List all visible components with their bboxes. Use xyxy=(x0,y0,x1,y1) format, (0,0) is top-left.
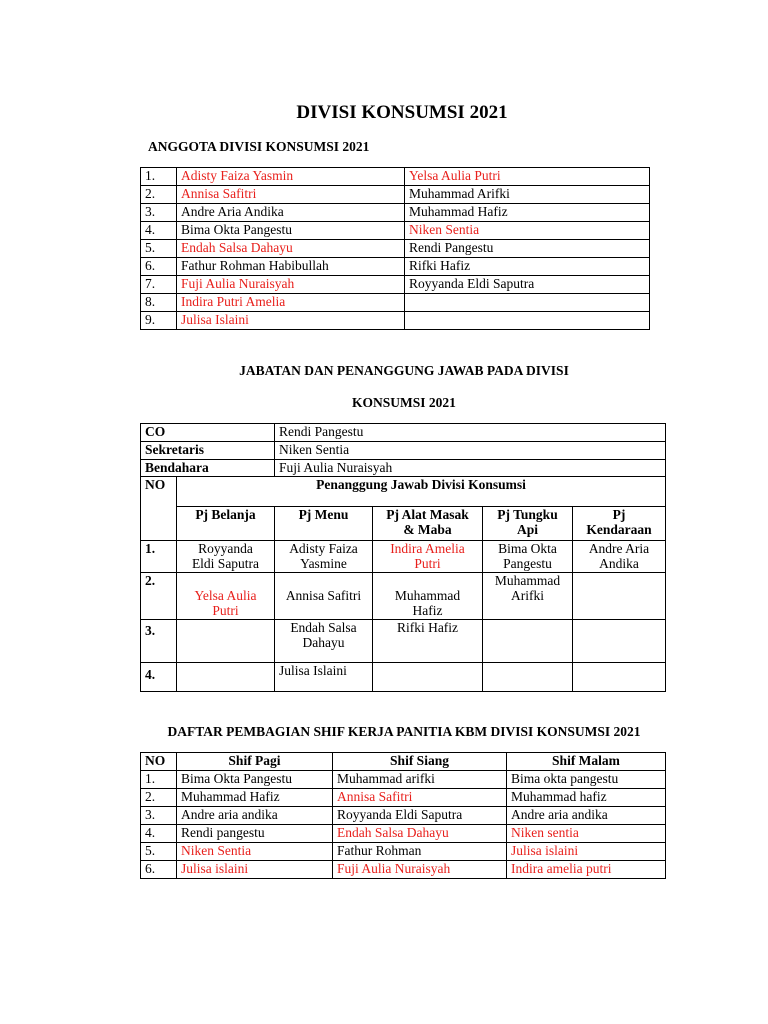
member-name-right: Rifki Hafiz xyxy=(405,258,650,276)
member-name-right xyxy=(405,312,650,330)
shift-malam-cell: Indira amelia putri xyxy=(507,861,666,879)
member-name-left: Indira Putri Amelia xyxy=(177,294,405,312)
table-row xyxy=(141,573,666,620)
member-name-left: Andre Aria Andika xyxy=(177,204,405,222)
co-value: Rendi Pangestu xyxy=(275,424,666,442)
table-row xyxy=(141,240,650,258)
table-row xyxy=(141,807,666,825)
table-row xyxy=(141,825,666,843)
member-name-left: Annisa Safitri xyxy=(177,186,405,204)
member-number: 4. xyxy=(141,222,177,240)
shift-number: 3. xyxy=(141,807,177,825)
col-pj-kendaraan: Pj Kendaraan xyxy=(573,507,666,541)
table-row xyxy=(141,294,650,312)
member-name-right: Muhammad Hafiz xyxy=(405,204,650,222)
shift-siang-cell: Royyanda Eldi Saputra xyxy=(333,807,507,825)
shift-number: 6. xyxy=(141,861,177,879)
cell-alat-masak: Muhammad Hafiz xyxy=(373,573,483,620)
table-row xyxy=(141,222,650,240)
row-number: 1. xyxy=(141,541,177,573)
member-name-right: Royyanda Eldi Saputra xyxy=(405,276,650,294)
table-row xyxy=(141,186,650,204)
positions-table xyxy=(140,423,666,692)
shift-pagi-cell: Rendi pangestu xyxy=(177,825,333,843)
positions-heading-year: KONSUMSI 2021 xyxy=(352,395,456,410)
cell-alat-masak: Indira Amelia Putri xyxy=(373,541,483,573)
member-number: 5. xyxy=(141,240,177,258)
shift-siang-header: Shif Siang xyxy=(333,753,507,771)
positions-heading: JABATAN DAN PENANGGUNG JAWAB PADA DIVISI xyxy=(239,363,569,378)
shift-no-header: NO xyxy=(141,753,177,771)
member-name-left: Julisa Islaini xyxy=(177,312,405,330)
shift-pagi-cell: Muhammad Hafiz xyxy=(177,789,333,807)
shift-malam-cell: Muhammad hafiz xyxy=(507,789,666,807)
shift-number: 5. xyxy=(141,843,177,861)
row-number: 3. xyxy=(141,620,177,663)
cell-belanja: Royyanda Eldi Saputra xyxy=(177,541,275,573)
shift-malam-cell: Niken sentia xyxy=(507,825,666,843)
shift-pagi-cell: Julisa islaini xyxy=(177,861,333,879)
member-name-left: Bima Okta Pangestu xyxy=(177,222,405,240)
members-heading: ANGGOTA DIVISI KONSUMSI 2021 xyxy=(148,139,370,154)
member-number: 2. xyxy=(141,186,177,204)
cell-kendaraan xyxy=(573,620,666,663)
no-header: NO xyxy=(141,477,177,541)
cell-kendaraan xyxy=(573,573,666,620)
cell-alat-masak xyxy=(373,663,483,692)
member-name-left: Adisty Faiza Yasmin xyxy=(177,168,405,186)
member-name-left: Fuji Aulia Nuraisyah xyxy=(177,276,405,294)
member-name-right: Niken Sentia xyxy=(405,222,650,240)
member-name-right xyxy=(405,294,650,312)
member-number: 9. xyxy=(141,312,177,330)
table-row xyxy=(141,771,666,789)
shift-siang-cell: Annisa Safitri xyxy=(333,789,507,807)
shift-pagi-cell: Andre aria andika xyxy=(177,807,333,825)
cell-belanja xyxy=(177,620,275,663)
row-number: 2. xyxy=(141,573,177,620)
table-row xyxy=(141,204,650,222)
treasurer-value: Fuji Aulia Nuraisyah xyxy=(275,460,666,477)
cell-belanja: Yelsa Aulia Putri xyxy=(177,573,275,620)
col-pj-alat-masak: Pj Alat Masak & Maba xyxy=(373,507,483,541)
col-pj-belanja: Pj Belanja xyxy=(177,507,275,541)
treasurer-label: Bendahara xyxy=(141,460,275,477)
col-pj-tungku-api: Pj Tungku Api xyxy=(483,507,573,541)
member-number: 7. xyxy=(141,276,177,294)
table-row xyxy=(141,312,650,330)
member-number: 1. xyxy=(141,168,177,186)
cell-tungku-api xyxy=(483,620,573,663)
cell-menu: Endah Salsa Dahayu xyxy=(275,620,373,663)
table-row xyxy=(141,663,666,692)
table-row xyxy=(141,541,666,573)
shift-pagi-cell: Niken Sentia xyxy=(177,843,333,861)
shift-malam-header: Shif Malam xyxy=(507,753,666,771)
table-row xyxy=(141,168,650,186)
member-number: 8. xyxy=(141,294,177,312)
row-number: 4. xyxy=(141,663,177,692)
document-title: DIVISI KONSUMSI 2021 xyxy=(296,102,508,123)
shift-siang-cell: Fuji Aulia Nuraisyah xyxy=(333,861,507,879)
member-name-right: Rendi Pangestu xyxy=(405,240,650,258)
table-row xyxy=(141,843,666,861)
cell-belanja xyxy=(177,663,275,692)
shift-malam-cell: Julisa islaini xyxy=(507,843,666,861)
pj-header: Penanggung Jawab Divisi Konsumsi xyxy=(177,477,666,507)
member-name-left: Endah Salsa Dahayu xyxy=(177,240,405,258)
cell-kendaraan xyxy=(573,663,666,692)
shift-malam-cell: Andre aria andika xyxy=(507,807,666,825)
member-number: 6. xyxy=(141,258,177,276)
cell-kendaraan: Andre Aria Andika xyxy=(573,541,666,573)
col-pj-menu: Pj Menu xyxy=(275,507,373,541)
cell-menu: Annisa Safitri xyxy=(275,573,373,620)
shift-siang-cell: Muhammad arifki xyxy=(333,771,507,789)
shift-number: 2. xyxy=(141,789,177,807)
cell-alat-masak: Rifki Hafiz xyxy=(373,620,483,663)
cell-tungku-api xyxy=(483,663,573,692)
shift-siang-cell: Fathur Rohman xyxy=(333,843,507,861)
cell-menu: Adisty Faiza Yasmine xyxy=(275,541,373,573)
table-row xyxy=(141,276,650,294)
cell-menu: Julisa Islaini xyxy=(275,663,373,692)
secretary-value: Niken Sentia xyxy=(275,442,666,460)
members-table xyxy=(140,167,650,330)
shift-table xyxy=(140,752,666,879)
shift-number: 1. xyxy=(141,771,177,789)
table-row xyxy=(141,861,666,879)
table-row xyxy=(141,258,650,276)
co-label: CO xyxy=(141,424,275,442)
cell-tungku-api: Bima Okta Pangestu xyxy=(483,541,573,573)
shift-pagi-cell: Bima Okta Pangestu xyxy=(177,771,333,789)
member-number: 3. xyxy=(141,204,177,222)
member-name-left: Fathur Rohman Habibullah xyxy=(177,258,405,276)
shift-heading: DAFTAR PEMBAGIAN SHIF KERJA PANITIA KBM DIVISI KONSUMSI 2021 xyxy=(167,724,641,739)
shift-pagi-header: Shif Pagi xyxy=(177,753,333,771)
table-row xyxy=(141,789,666,807)
shift-number: 4. xyxy=(141,825,177,843)
cell-tungku-api: Muhammad Arifki xyxy=(483,573,573,620)
shift-malam-cell: Bima okta pangestu xyxy=(507,771,666,789)
member-name-right: Yelsa Aulia Putri xyxy=(405,168,650,186)
member-name-right: Muhammad Arifki xyxy=(405,186,650,204)
table-row xyxy=(141,620,666,663)
shift-siang-cell: Endah Salsa Dahayu xyxy=(333,825,507,843)
secretary-label: Sekretaris xyxy=(141,442,275,460)
